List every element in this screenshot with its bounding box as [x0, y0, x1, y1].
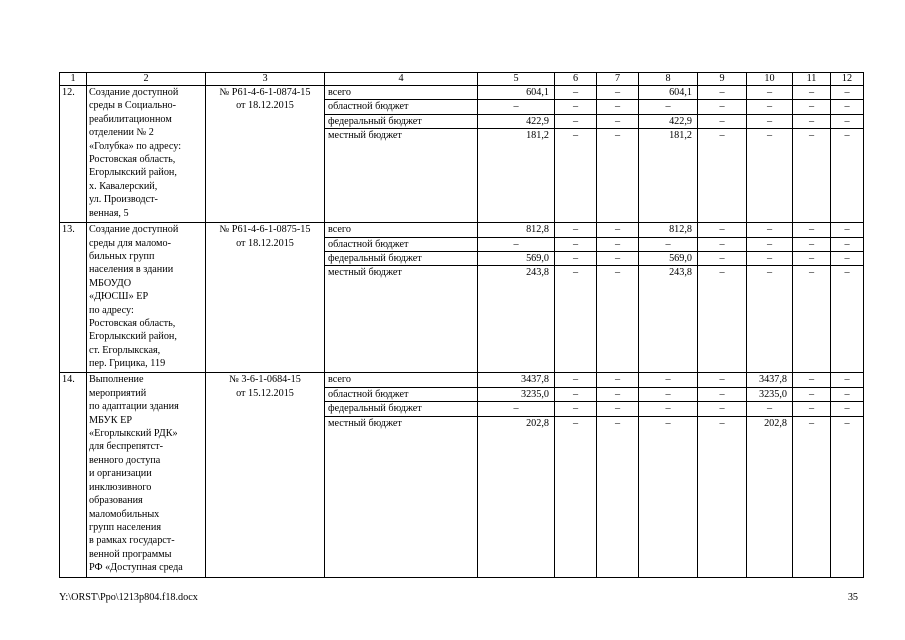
header-cell: 8 [639, 73, 698, 86]
value-cell: – [555, 266, 597, 373]
project-name-line: МБОУДО [89, 277, 132, 289]
value-cell: – [555, 223, 597, 237]
header-cell: 4 [325, 73, 478, 86]
project-name-line: населения в здании [89, 264, 174, 276]
project-name-line: Егорлыкский район, [89, 167, 177, 179]
row-number: 14. [60, 373, 87, 577]
value-cell: – [747, 86, 793, 100]
funding-source: федеральный бюджет [325, 402, 478, 416]
value-cell: 569,0 [639, 252, 698, 266]
value-cell: – [597, 129, 639, 223]
value-cell: – [793, 237, 831, 251]
value-cell: – [698, 416, 747, 577]
project-name-line: венная, 5 [89, 207, 129, 219]
project-name-line: ул. Производст- [89, 194, 158, 206]
value-cell: – [793, 416, 831, 577]
value-cell: 569,0 [478, 252, 555, 266]
project-name-line: мероприятий [89, 387, 147, 399]
value-cell: – [698, 237, 747, 251]
value-cell: – [793, 252, 831, 266]
value-cell: – [793, 223, 831, 237]
value-cell: – [747, 100, 793, 114]
header-cell: 3 [206, 73, 325, 86]
value-cell: – [555, 114, 597, 128]
value-cell: 181,2 [639, 129, 698, 223]
project-name [87, 223, 206, 373]
value-cell: – [597, 114, 639, 128]
project-name-line: инклюзивного [89, 481, 152, 493]
value-cell: – [747, 223, 793, 237]
value-cell: 3437,8 [747, 373, 793, 387]
value-cell: – [831, 237, 864, 251]
header-cell: 1 [60, 73, 87, 86]
value-cell: – [831, 129, 864, 223]
project-name-line: образования [89, 495, 143, 507]
value-cell: – [831, 387, 864, 401]
document-reference [206, 373, 325, 577]
value-cell: – [831, 402, 864, 416]
value-cell: – [698, 100, 747, 114]
value-cell: 243,8 [478, 266, 555, 373]
value-cell: – [639, 387, 698, 401]
value-cell: 812,8 [478, 223, 555, 237]
value-cell: – [698, 86, 747, 100]
header-row [60, 73, 864, 86]
funding-source: областной бюджет [325, 237, 478, 251]
value-cell: – [747, 252, 793, 266]
value-cell: – [478, 402, 555, 416]
value-cell: 181,2 [478, 129, 555, 223]
value-cell: – [555, 416, 597, 577]
project-name [87, 86, 206, 223]
value-cell: – [555, 129, 597, 223]
value-cell: – [698, 402, 747, 416]
value-cell: – [793, 86, 831, 100]
value-cell: – [831, 86, 864, 100]
project-name-line: маломобильных [89, 508, 160, 520]
project-name-line: пер. Грицика, 119 [89, 358, 166, 370]
funding-source: всего [325, 223, 478, 237]
value-cell: – [478, 237, 555, 251]
header-cell: 10 [747, 73, 793, 86]
project-name-line: отделении № 2 [89, 127, 154, 139]
header-cell: 9 [698, 73, 747, 86]
project-name-line: МБУК ЕР [89, 414, 132, 426]
project-name-line: бильных групп [89, 251, 155, 263]
value-cell: 604,1 [639, 86, 698, 100]
project-name-line: Ростовская область, [89, 318, 176, 330]
value-cell: – [698, 129, 747, 223]
value-cell: – [793, 266, 831, 373]
table-row [60, 86, 864, 100]
header-cell: 11 [793, 73, 831, 86]
document-reference-line: № Р61-4-6-1-0875-15 [219, 224, 311, 236]
value-cell: – [597, 402, 639, 416]
project-name-line: венной программы [89, 548, 172, 560]
row-number: 12. [60, 86, 87, 223]
funding-source: федеральный бюджет [325, 114, 478, 128]
project-name-line: среды в Социально- [89, 100, 177, 112]
page-number: 35 [847, 592, 858, 603]
project-name-line: венного доступа [89, 454, 161, 466]
funding-source: местный бюджет [325, 129, 478, 223]
value-cell: – [831, 416, 864, 577]
footer-file-path: Y:\ORST\Ppo\1213p804.f18.docx [59, 592, 198, 603]
funding-source: местный бюджет [325, 266, 478, 373]
value-cell: – [831, 114, 864, 128]
project-name-line: Создание доступной [89, 87, 179, 98]
value-cell: – [478, 100, 555, 114]
header-cell: 5 [478, 73, 555, 86]
header-cell: 12 [831, 73, 864, 86]
value-cell: – [747, 266, 793, 373]
value-cell: – [698, 223, 747, 237]
value-cell: – [793, 129, 831, 223]
value-cell: – [793, 114, 831, 128]
value-cell: – [555, 373, 597, 387]
value-cell: 604,1 [478, 86, 555, 100]
value-cell: 3235,0 [747, 387, 793, 401]
project-name-line: групп населения [89, 521, 162, 533]
project-name-line: «Егорлыкский РДК» [89, 428, 178, 440]
value-cell: – [597, 237, 639, 251]
project-name-line: Выполнение [89, 374, 144, 386]
project-name-line: среды для маломо- [89, 237, 171, 249]
funding-source: областной бюджет [325, 100, 478, 114]
value-cell: – [793, 387, 831, 401]
project-name-line: Ростовская область, [89, 154, 176, 166]
value-cell: – [555, 100, 597, 114]
project-name [87, 373, 206, 577]
project-name-line: по адаптации здания [89, 401, 179, 413]
funding-source: областной бюджет [325, 387, 478, 401]
value-cell: – [793, 100, 831, 114]
project-name-line: х. Кавалерский, [89, 180, 158, 192]
value-cell: – [597, 373, 639, 387]
header-cell: 7 [597, 73, 639, 86]
value-cell: – [698, 114, 747, 128]
value-cell: – [698, 266, 747, 373]
value-cell: 3437,8 [478, 373, 555, 387]
value-cell: – [831, 252, 864, 266]
value-cell: – [698, 387, 747, 401]
value-cell: – [793, 402, 831, 416]
data-table [59, 72, 864, 578]
value-cell: – [597, 387, 639, 401]
value-cell: – [597, 266, 639, 373]
value-cell: – [698, 252, 747, 266]
value-cell: – [831, 266, 864, 373]
project-name-line: в рамках государст- [89, 535, 175, 547]
value-cell: – [639, 373, 698, 387]
project-name-line: по адресу: [89, 304, 134, 316]
value-cell: – [639, 100, 698, 114]
table-row [60, 373, 864, 387]
project-name-line: для беспрепятст- [89, 441, 163, 453]
document-reference-line: от 18.12.2015 [236, 237, 294, 249]
value-cell: 422,9 [478, 114, 555, 128]
document-reference [206, 223, 325, 373]
funding-source: всего [325, 373, 478, 387]
value-cell: – [747, 114, 793, 128]
value-cell: – [597, 223, 639, 237]
document-reference-line: от 18.12.2015 [236, 100, 294, 112]
value-cell: 3235,0 [478, 387, 555, 401]
value-cell: – [639, 416, 698, 577]
value-cell: – [831, 373, 864, 387]
value-cell: – [831, 223, 864, 237]
project-name-line: ст. Егорлыкская, [89, 344, 161, 356]
project-name-line: Егорлыкский район, [89, 331, 177, 343]
value-cell: – [747, 237, 793, 251]
document-reference-line: № 3-6-1-0684-15 [229, 374, 301, 386]
project-name-line: и организации [89, 468, 152, 480]
value-cell: 422,9 [639, 114, 698, 128]
value-cell: – [597, 252, 639, 266]
value-cell: – [597, 86, 639, 100]
value-cell: – [793, 373, 831, 387]
project-name-line: «ДЮСШ» ЕР [89, 291, 149, 303]
value-cell: – [597, 416, 639, 577]
value-cell: – [831, 100, 864, 114]
value-cell: – [639, 402, 698, 416]
value-cell: – [555, 86, 597, 100]
project-name-line: реабилитационном [89, 113, 172, 125]
funding-source: местный бюджет [325, 416, 478, 577]
value-cell: – [597, 100, 639, 114]
value-cell: – [698, 373, 747, 387]
row-number: 13. [60, 223, 87, 373]
table-row [60, 223, 864, 237]
value-cell: 202,8 [747, 416, 793, 577]
header-cell: 2 [87, 73, 206, 86]
value-cell: 812,8 [639, 223, 698, 237]
value-cell: – [639, 237, 698, 251]
document-reference [206, 86, 325, 223]
value-cell: – [555, 237, 597, 251]
value-cell: – [555, 402, 597, 416]
project-name-line: «Голубка» по адресу: [89, 140, 182, 152]
value-cell: 243,8 [639, 266, 698, 373]
document-reference-line: № Р61-4-6-1-0874-15 [219, 87, 311, 98]
header-cell: 6 [555, 73, 597, 86]
value-cell: – [555, 252, 597, 266]
project-name-line: Создание доступной [89, 224, 179, 236]
value-cell: – [747, 129, 793, 223]
project-name-line: РФ «Доступная среда [89, 562, 183, 574]
value-cell: – [747, 402, 793, 416]
funding-source: всего [325, 86, 478, 100]
funding-source: федеральный бюджет [325, 252, 478, 266]
document-reference-line: от 15.12.2015 [236, 387, 294, 399]
value-cell: 202,8 [478, 416, 555, 577]
value-cell: – [555, 387, 597, 401]
